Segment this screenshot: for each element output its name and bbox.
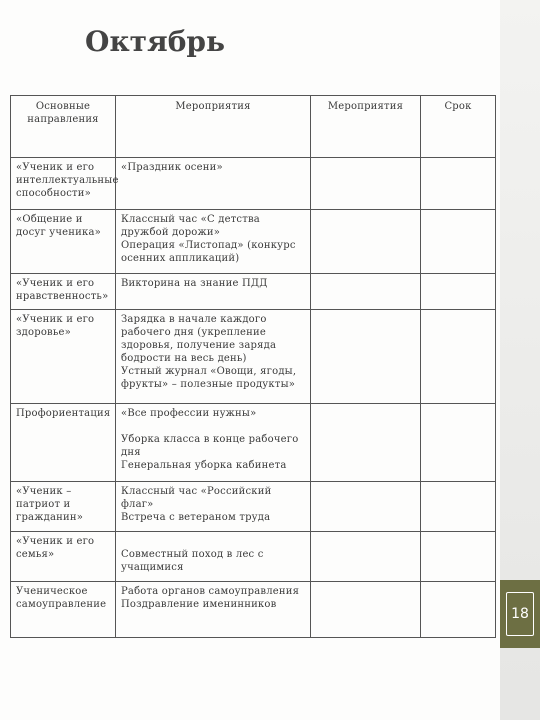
- deadline-cell: [421, 274, 496, 310]
- table-row: [11, 274, 496, 310]
- page-number-badge: [500, 580, 540, 648]
- events-cell: Классный час «С детства дружбой дорожи» Операция «Листопад» (конкурс осенних аппликаций): [116, 210, 311, 274]
- table-row: [11, 532, 496, 582]
- events-cell: Работа органов самоуправления Поздравление именинников: [116, 582, 311, 638]
- deadline-cell: [421, 310, 496, 404]
- table-row: [11, 158, 496, 210]
- events-cell: Классный час «Российский флаг» Встреча с ветераном труда: [116, 482, 311, 532]
- header-events-2: Мероприятия: [311, 96, 421, 158]
- deadline-cell: [421, 532, 496, 582]
- empty-cell: [311, 274, 421, 310]
- table-row: [11, 482, 496, 532]
- deadline-cell: [421, 158, 496, 210]
- empty-cell: [311, 210, 421, 274]
- direction-cell: «Ученик и его нравственность»: [11, 274, 116, 310]
- deadline-cell: [421, 404, 496, 482]
- events-cell: Зарядка в начале каждого рабочего дня (укрепление здоровья, получение заряда бодрости на весь день) Устный журнал «Овощи, ягоды, фрукты» – полезные продукты»: [116, 310, 311, 404]
- empty-cell: [311, 404, 421, 482]
- page-title: Октябрь: [85, 25, 225, 58]
- table-header-row: [11, 96, 496, 158]
- empty-cell: [311, 482, 421, 532]
- table-row: [11, 582, 496, 638]
- deadline-cell: [421, 210, 496, 274]
- table-row: [11, 210, 496, 274]
- deadline-cell: [421, 582, 496, 638]
- direction-cell: «Ученик и его семья»: [11, 532, 116, 582]
- direction-cell: «Общение и досуг ученика»: [11, 210, 116, 274]
- header-events: Мероприятия: [116, 96, 311, 158]
- page-number: 18: [506, 592, 534, 636]
- events-cell: Викторина на знание ПДД: [116, 274, 311, 310]
- table-row: [11, 404, 496, 482]
- direction-cell: Профориентация: [11, 404, 116, 482]
- plan-table: [10, 95, 496, 638]
- header-directions: Основные направления: [11, 96, 116, 158]
- events-cell: Совместный поход в лес с учащимися: [116, 532, 311, 582]
- empty-cell: [311, 582, 421, 638]
- table-row: [11, 310, 496, 404]
- direction-cell: «Ученик и его интеллектуальные способности»: [11, 158, 116, 210]
- events-cell: «Праздник осени»: [116, 158, 311, 210]
- empty-cell: [311, 532, 421, 582]
- empty-cell: [311, 158, 421, 210]
- direction-cell: Ученическое самоуправление: [11, 582, 116, 638]
- header-deadline: Срок: [421, 96, 496, 158]
- direction-cell: «Ученик – патриот и гражданин»: [11, 482, 116, 532]
- direction-cell: «Ученик и его здоровье»: [11, 310, 116, 404]
- deadline-cell: [421, 482, 496, 532]
- empty-cell: [311, 310, 421, 404]
- events-cell: «Все профессии нужны» Уборка класса в конце рабочего дня Генеральная уборка кабинета: [116, 404, 311, 482]
